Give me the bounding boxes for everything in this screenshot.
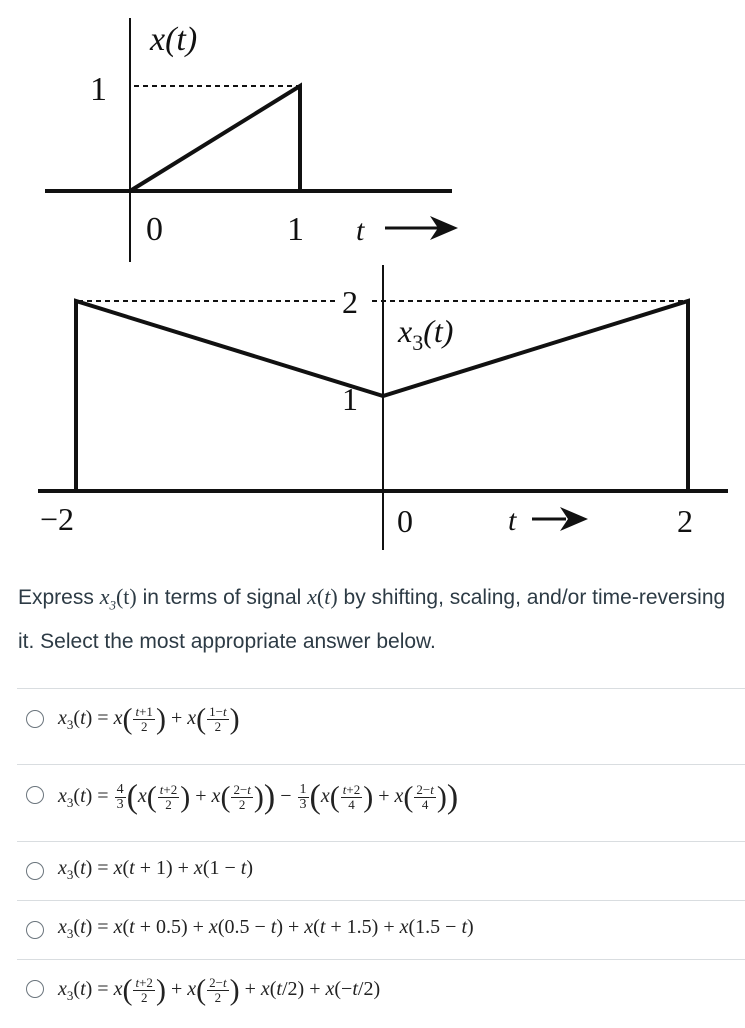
fig1-ylabel: x(t) bbox=[150, 21, 198, 58]
answer-list bbox=[17, 688, 745, 1028]
answer-option-a[interactable] bbox=[17, 688, 745, 764]
answer-option-b[interactable] bbox=[17, 764, 745, 841]
answer-formula-a: $x_3(t) = x$( $\frac{t+1}{2}$ ) + x( $\frac{1-t}{2}$ ) bbox=[58, 702, 240, 736]
answer-option-e[interactable] bbox=[17, 959, 745, 1028]
q-x-symbol: x bbox=[307, 584, 317, 609]
fig1-xtick-1: 1 bbox=[287, 211, 304, 248]
radio-button-b[interactable] bbox=[26, 786, 44, 804]
answer-formula-d: $x_3(t) = x(t + 0.5) + x(0.5 - t) + x(t + 1.5) + x(1.5 - t)$ bbox=[58, 916, 474, 941]
answer-formula-b: $x_3(t)$ = $\frac{4}{3}$ (x( $\frac{t+2}{2}$ ) + x( $\frac{2-t}{2}$ )) − $\frac{1}{3}$ (x( $\frac{t+2}{4}$ ) + x( $\frac{2-t}{4}$ )) bbox=[58, 778, 459, 816]
radio-button-d[interactable] bbox=[26, 921, 44, 939]
q-part-2: in terms of signal bbox=[136, 586, 308, 609]
fig2-ytick-2: 2 bbox=[342, 284, 358, 320]
fig1-t-label: t bbox=[356, 214, 365, 247]
question-text bbox=[18, 578, 733, 660]
fig2-t-label: t bbox=[508, 504, 517, 537]
figure-x bbox=[45, 18, 458, 262]
answer-option-d[interactable] bbox=[17, 900, 745, 959]
figure-x3 bbox=[38, 265, 728, 550]
fig2-ytick-1: 1 bbox=[342, 381, 358, 417]
q-x3-arg: (t) bbox=[115, 584, 137, 609]
fig1-signal bbox=[130, 86, 300, 191]
answer-option-c[interactable] bbox=[17, 841, 745, 900]
fig2-ylabel: $x_3(t)$ bbox=[398, 313, 454, 355]
fig2-xtick-2: 2 bbox=[677, 503, 693, 539]
radio-button-c[interactable] bbox=[26, 862, 44, 880]
fig2-xtick-0: 0 bbox=[397, 503, 413, 539]
answer-formula-c: $x_3(t) = x(t + 1) + x(1 - t)$ bbox=[58, 857, 253, 882]
radio-button-e[interactable] bbox=[26, 980, 44, 998]
fig1-ytick: 1 bbox=[90, 71, 107, 108]
q-x-arg: (t) bbox=[316, 584, 338, 609]
radio-button-a[interactable] bbox=[26, 710, 44, 728]
fig2-xtick-neg2: −2 bbox=[40, 501, 75, 537]
q-part-3: by shifting, scaling, and/or time-reversing it. Select the most appropriate answer below. bbox=[18, 586, 726, 654]
q-x3-symbol: $x_3$ bbox=[99, 584, 116, 613]
answer-formula-e: $x_3(t) = x$( $\frac{t+2}{2}$ ) + x( $\frac{2-t}{2}$ ) + x(t/2) + x(−t/2) bbox=[58, 973, 381, 1007]
fig1-xtick-0: 0 bbox=[146, 211, 163, 248]
q-part-1: Express bbox=[18, 586, 100, 609]
